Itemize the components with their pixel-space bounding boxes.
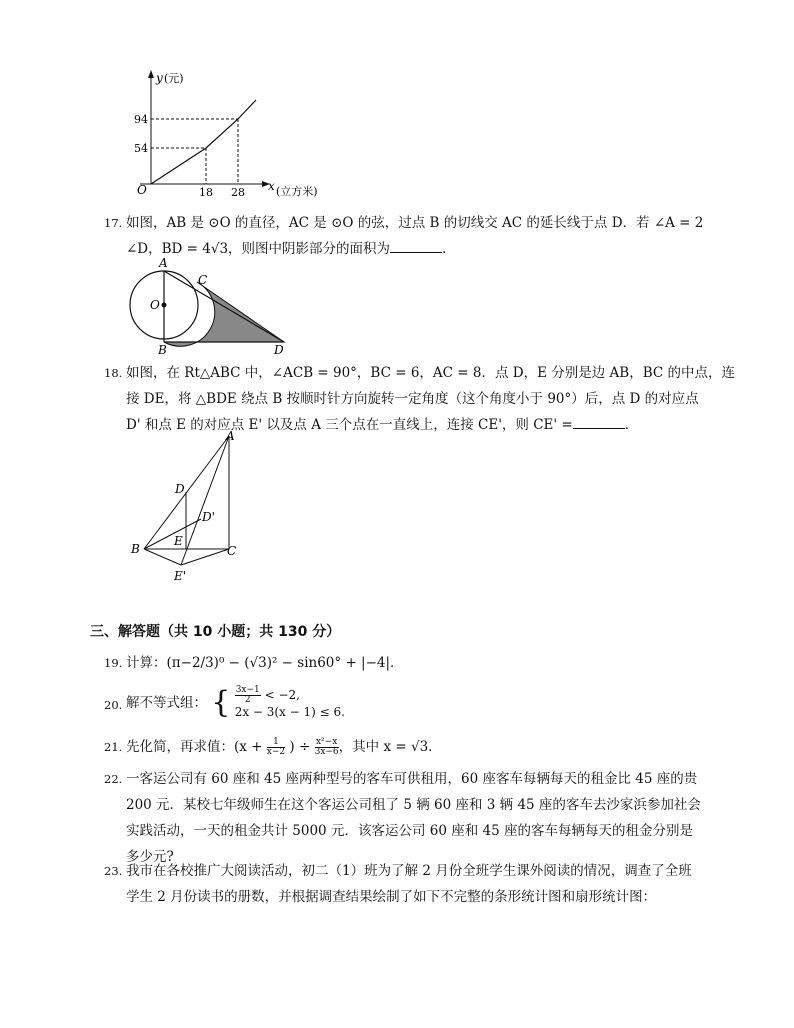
- question-22: [104, 766, 704, 870]
- question-18-period: ．: [624, 417, 639, 433]
- question-20: [104, 686, 704, 720]
- point-a-label: A: [226, 429, 235, 443]
- question-21-expr-a: (x +: [234, 739, 263, 755]
- inequality-system: [235, 686, 345, 720]
- question-number: 17.: [104, 216, 123, 230]
- question-17-line-1: 如图，AB 是 ⊙O 的直径，AC 是 ⊙O 的弦，过点 B 的切线交 AC 的延长线于点 D．若 ∠A = 2: [126, 215, 704, 231]
- point-e-prime-label: E': [174, 569, 187, 583]
- question-17-line-2-text: ∠D，BD = 4√3，则图中阴影部分的面积为: [126, 241, 391, 257]
- point-d-label: D: [274, 343, 284, 356]
- question-22-line-4: 多少元?: [126, 849, 174, 865]
- system-brace: {: [211, 685, 231, 720]
- point-b-label: B: [158, 343, 167, 356]
- answer-blank[interactable]: [390, 240, 442, 253]
- question-23: [104, 858, 704, 910]
- x-tick-28: 28: [231, 186, 245, 199]
- rotated-triangle-figure: [128, 428, 248, 586]
- question-number: 22.: [104, 772, 123, 786]
- question-number: 18.: [104, 366, 123, 380]
- circle-tangent-figure: [122, 254, 302, 356]
- point-c-label: C: [198, 273, 208, 287]
- segment-ce-prime: [181, 549, 229, 565]
- segment-be-prime: [144, 549, 181, 565]
- question-22-line-2: 200 元．某校七年级师生在这个客运公司租了 5 辆 60 座和 3 辆 45 座的客车去沙家浜参加社会: [126, 797, 701, 813]
- question-18-line-3-text: D' 和点 E 的对应点 E' 以及点 A 三个点在一直线上，连接 CE'，则 CE' =: [126, 417, 573, 433]
- inequality-2: 2x − 3(x − 1) ≤ 6.: [234, 705, 345, 719]
- y-tick-54: 54: [134, 142, 148, 155]
- question-23-line-2: 学生 2 月份读书的册数，并根据调查结果绘制了如下不完整的条形统计图和扇形统计图：: [126, 889, 657, 905]
- y-axis-label: y: [156, 71, 163, 85]
- point-b-label: B: [131, 542, 140, 556]
- question-21-expr-b: ) ÷: [289, 739, 311, 755]
- section-3-heading: 三、解答题（共 10 小题；共 130 分）: [90, 624, 341, 640]
- question-number: 20.: [104, 698, 123, 712]
- question-22-line-3: 实践活动，一天的租金共计 5000 元．该客运公司 60 座和 45 座的客车每辆每天的租金分别是: [126, 823, 693, 839]
- question-21: [104, 734, 704, 760]
- question-18-line-1: 如图，在 Rt△ABC 中，∠ACB = 90°，BC = 6，AC = 8．点 D，E 分别是边 AB，BC 的中点，连: [126, 365, 735, 381]
- point-e-label: E: [174, 534, 183, 548]
- inequality-1-rest: < −2,: [264, 688, 300, 702]
- shaded-region: [164, 282, 284, 346]
- y-axis-arrow: [148, 70, 154, 78]
- y-unit-label: (元): [164, 72, 184, 85]
- question-20-prefix: 解不等式组：: [126, 695, 207, 711]
- question-19-expression: (π−2/3)⁰ − (√3)² − sin60° + |−4|．: [166, 655, 404, 671]
- question-number: 21.: [104, 740, 123, 754]
- y-tick-94: 94: [134, 113, 148, 126]
- center-dot: [162, 303, 167, 308]
- cost-volume-graph: [120, 66, 360, 201]
- question-23-line-1: 我市在各校推广大阅读活动，初二（1）班为了解 2 月份全班学生课外阅读的情况，调查了全班: [126, 863, 692, 879]
- fraction-1: $\frac{1}{x-2}$: [266, 737, 286, 757]
- question-19-prefix: 计算：: [126, 655, 167, 671]
- question-22-line-1: 一客运公司有 60 座和 45 座两种型号的客车可供租用，60 座客车每辆每天的租金比 45 座的贵: [126, 771, 698, 787]
- question-19: [104, 650, 704, 676]
- point-d-label: D: [175, 482, 185, 496]
- question-17-period: ．: [442, 241, 456, 257]
- origin-label: O: [137, 183, 147, 197]
- question-number: 23.: [104, 864, 123, 878]
- question-18-line-2: 接 DE，将 △BDE 绕点 B 按顺时针方向旋转一定角度（这个角度小于 90°）后，点 D 的对应点: [126, 391, 699, 407]
- question-21-prefix: 先化简，再求值：: [126, 739, 234, 755]
- x-unit-label: (立方米): [276, 185, 318, 198]
- question-21-suffix: ，其中 x = √3．: [338, 739, 442, 755]
- question-18: [104, 360, 735, 438]
- segment-ae-prime: [181, 436, 229, 565]
- point-o-label: O: [150, 298, 160, 312]
- answer-blank[interactable]: [573, 416, 625, 429]
- x-tick-18: 18: [199, 186, 213, 199]
- x-axis-label: x: [268, 179, 275, 193]
- inequality-1-fraction: $\frac{3x-1}{2}$: [235, 685, 260, 705]
- point-d-prime-label: D': [202, 510, 215, 524]
- question-number: 19.: [104, 656, 123, 670]
- point-a-label: A: [159, 256, 168, 270]
- price-line: [151, 100, 256, 184]
- point-c-label: C: [227, 544, 237, 558]
- fraction-2: $\frac{\text{x²−x}}{3x-6}$: [314, 737, 339, 757]
